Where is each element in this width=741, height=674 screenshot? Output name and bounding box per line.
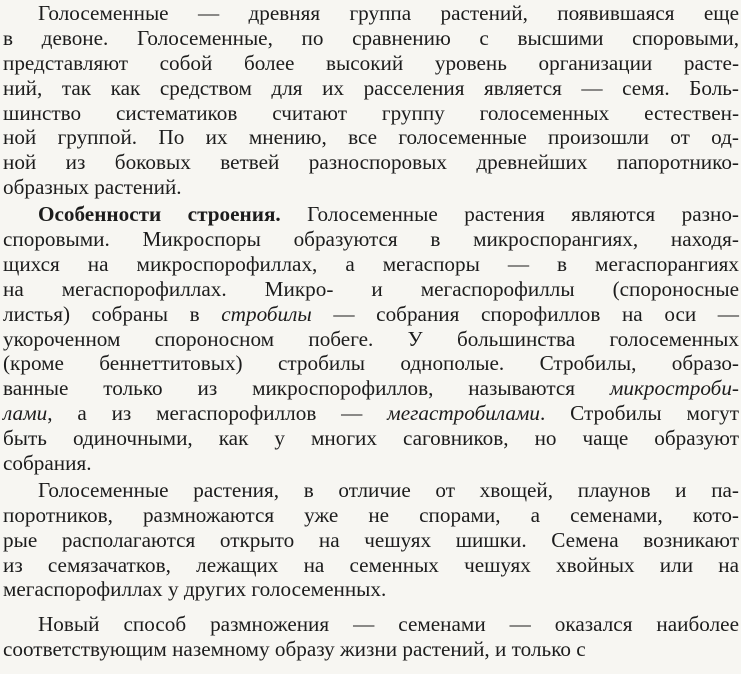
text-line (0, 327, 741, 352)
text-segment: (кроме беннеттитовых) стробилы однополые. Стробилы, образо- (3, 351, 739, 376)
paragraph-gymnosperms-intro (0, 1, 741, 200)
text-segment: . Стробилы могут (540, 401, 740, 426)
text-segment: ной группой. По их мнению, все голосеменные произошли от од- (3, 125, 739, 150)
text-segment: — собрания спорофиллов на оси — (311, 301, 739, 326)
italic-term: лами (3, 401, 48, 426)
text-line (0, 376, 741, 401)
text-line (0, 150, 741, 175)
bold-heading: Особенности строения. (38, 202, 281, 227)
text-segment: укороченном спороносном побеге. У большинства голосеменных (3, 326, 739, 351)
text-segment: щихся на микроспорофиллах, а мегаспоры — в мегаспорангиях (3, 251, 739, 276)
text-line (0, 351, 741, 376)
text-segment: собрания. (3, 451, 92, 476)
text-line (0, 503, 741, 528)
text-segment: поротников, размножаются уже не спорами, а семенами, кото- (3, 502, 739, 527)
text-line (0, 401, 741, 426)
text-segment: шинство систематиков считают группу голосеменных естествен- (3, 100, 739, 125)
text-line (0, 101, 741, 126)
text-line (0, 175, 741, 200)
text-segment: ний, так как средством для их расселения является — семя. Боль- (3, 75, 739, 100)
text-line (0, 252, 741, 277)
text-line (0, 277, 741, 302)
text-segment: на мегаспорофиллах. Микро- и мегаспорофиллы (спороносные (3, 276, 739, 301)
text-line (0, 528, 741, 553)
text-line (0, 202, 741, 227)
text-line (0, 478, 741, 503)
text-segment: листья) собраны в (3, 301, 222, 326)
paragraph-seed-reproduction (0, 478, 741, 602)
text-line (0, 637, 741, 662)
text-segment: Голосеменные — древняя группа растений, появившаяся еще (38, 1, 739, 25)
text-segment: Голосеменные растения являются разно- (280, 202, 739, 227)
text-segment: в девоне. Голосеменные, по сравнению с высшими споровыми, (3, 25, 739, 50)
italic-term: микростроби- (609, 376, 739, 401)
text-segment: представляют собой более высокий уровень организации расте- (3, 50, 739, 75)
text-segment: рые располагаются открыто на чешуях шишки. Семена возникают (3, 527, 739, 552)
text-line (0, 227, 741, 252)
text-line (0, 426, 741, 451)
text-segment: ной из боковых ветвей разноспоровых древнейших папоротнико- (3, 150, 739, 175)
text-line (0, 553, 741, 578)
text-line (0, 125, 741, 150)
italic-term: мегастробилами (387, 401, 541, 426)
text-line (0, 577, 741, 602)
text-segment: мегаспорофиллах у других голосеменных. (3, 577, 387, 602)
text-line (0, 302, 741, 327)
italic-term: стробилы (221, 301, 312, 326)
text-segment: , а из мегаспорофиллов — (47, 401, 388, 426)
text-line (0, 26, 741, 51)
text-line (0, 612, 741, 637)
text-segment: соответствующим наземному образу жизни растений, и только с (3, 637, 586, 662)
text-segment: быть одиночными, как у многих саговников, но чаще образуют (3, 426, 739, 451)
text-segment: споровыми. Микроспоры образуются в микроспорангиях, находя- (3, 227, 739, 252)
text-line (0, 1, 741, 26)
text-line (0, 76, 741, 101)
text-segment: из семязачатков, лежащих на семенных чешуях хвойных или на (3, 552, 739, 577)
text-segment: образных растений. (3, 175, 182, 200)
paragraph-new-reproduction-method (0, 612, 741, 662)
paragraph-structure-features (0, 202, 741, 476)
text-line (0, 451, 741, 476)
text-segment: Новый способ размножения — семенами — оказался наиболее (38, 612, 739, 637)
text-segment: ванные только из микроспорофиллов, называются (3, 376, 610, 401)
text-segment: Голосеменные растения, в отличие от хвощей, плаунов и па- (38, 477, 739, 502)
text-line (0, 51, 741, 76)
